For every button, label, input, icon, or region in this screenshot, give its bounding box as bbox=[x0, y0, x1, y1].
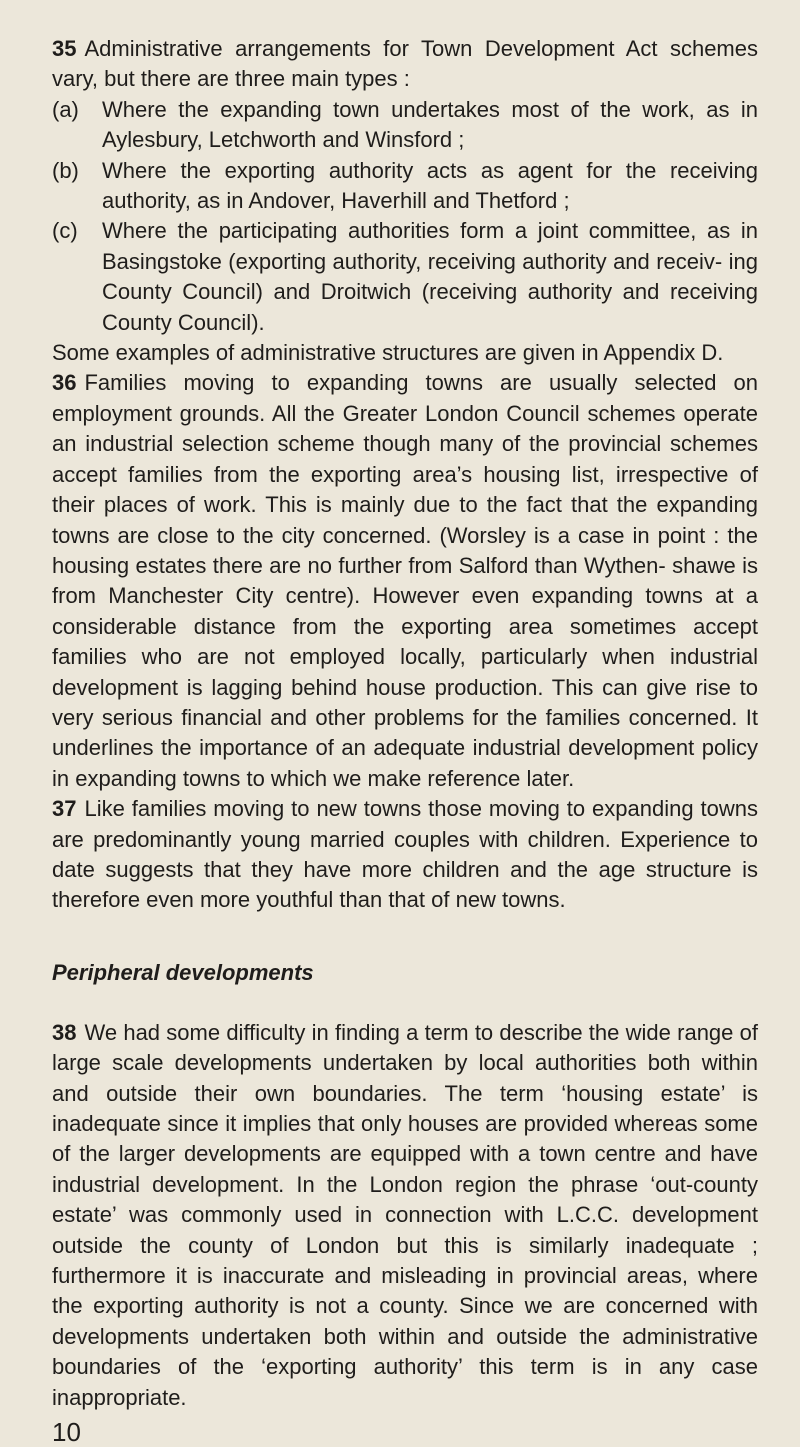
paragraph-text: Families moving to expanding towns are usually selected on employment grounds. All the Greater London Council schemes operate an industrial selection scheme though many of the provincial schemes accept families from the exporting area’s housing list, irrespective of their places of work. This is mainly due to the fact that the expanding towns are close to the city concerned. (Worsley is a case in point : the housing estates there are no further from Salford than Wythen- shawe is from Manchester City centre). However even expanding towns at a considerable distance from the exporting area sometimes accept families who are not employed locally, particularly when industrial development is lagging behind house production. This can give rise to very serious financial and other problems for the families concerned. It underlines the importance of an adequate industrial development policy in expanding towns to which we make reference later. bbox=[52, 370, 758, 791]
list-item bbox=[52, 95, 758, 156]
list-marker: (a) bbox=[52, 96, 79, 122]
paragraph-35-closing: Some examples of administrative structures are given in Appendix D. bbox=[52, 340, 724, 366]
list-marker: (c) bbox=[52, 218, 78, 244]
paragraph-35-intro bbox=[52, 34, 758, 95]
list-item-text: Where the participating authorities form a joint committee, as in Basingstoke (exporting authority, receiving authority and receiv- ing County Council) and Droitwich (receiving authority and receiving County Council). bbox=[102, 218, 758, 335]
list-item-text: Where the expanding town undertakes most of the work, as in Aylesbury, Letchworth and Winsford ; bbox=[102, 96, 758, 153]
paragraph-number: 38 bbox=[52, 1019, 77, 1045]
paragraph-number: 35 bbox=[52, 36, 77, 61]
list-marker: (b) bbox=[52, 157, 79, 183]
paragraph-text: We had some difficulty in finding a term to describe the wide range of large scale developments undertaken by local authorities both within and outside their own boundaries. The term ‘housing estate’ is inadequate since it implies that only houses are provided whereas some of the larger developments are equipped with a town centre and have industrial development. In the London region the phrase ‘out-county estate’ was commonly used in connection with L.C.C. development outside the county of London but this is similarly inadequate ; furthermore it is inaccurate and misleading in provincial areas, where the exporting authority is not a county. Since we are concerned with developments undertaken both within and outside the administrative boundaries of the ‘exporting authority’ this term is in any case inappropriate. bbox=[52, 1019, 758, 1410]
paragraph-text: Administrative arrangements for Town Development Act schemes vary, but there are three main types : bbox=[52, 36, 758, 92]
list-item-text: Where the exporting authority acts as agent for the receiving authority, as in Andover, Haverhill and Thetford ; bbox=[102, 157, 758, 214]
arrangement-types-list bbox=[52, 95, 758, 338]
list-item bbox=[52, 156, 758, 217]
section-heading: Peripheral developments bbox=[52, 959, 314, 985]
paragraph-number: 36 bbox=[52, 370, 77, 396]
paragraph-36 bbox=[52, 368, 758, 794]
paragraph-number: 37 bbox=[52, 796, 77, 822]
paragraph-text: Like families moving to new towns those moving to expanding towns are predominantly young married couples with children. Experience to date suggests that they have more children and the age structure is therefore even more youthful than that of new towns. bbox=[52, 796, 758, 913]
page-number: 10 bbox=[52, 1417, 81, 1447]
list-item bbox=[52, 216, 758, 338]
paragraph-38 bbox=[52, 1018, 758, 1413]
paragraph-37 bbox=[52, 794, 758, 916]
